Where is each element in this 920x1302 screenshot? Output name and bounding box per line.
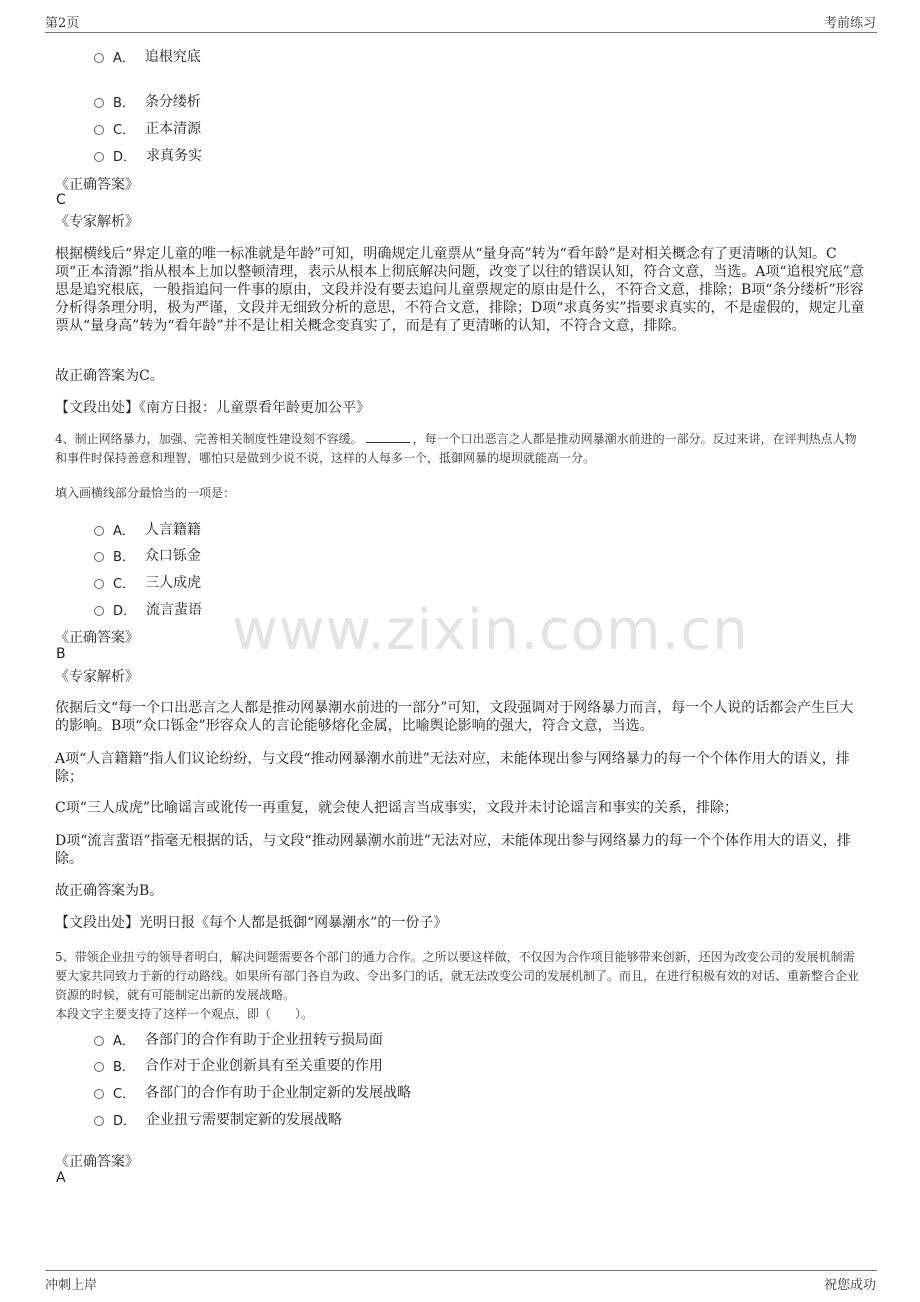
- option-text: 三人成虎: [145, 575, 202, 591]
- option-letter: A．: [113, 523, 135, 539]
- q4-analysis-1: 依据后文“每一个口出恶言之人都是推动网暴潮水前进的一部分”可知，文段强调对于网络暴力而言，每一个人说的话都会产生巨大的影响。B项“众口铄金”形容众人的言论能够熔化金属，比喻舆论影响的强大，符合文意，当选。: [55, 700, 854, 734]
- q5-stem: 5、带领企业扭亏的领导者明白，解决问题需要各个部门的通力合作。之所以要这样做，不仅因为合作项目能够带来创新，还因为改变公司的发展机制需要大家共同致力于新的行动路线。如果所有部门各自为政、令出多门的话，就无法改变公司的发展机制了。而且，在进行积极有效的对话、重新整合企业资源的时候，就有可能制定出新的发展战略。: [55, 950, 860, 1002]
- q5-answer: A: [56, 1170, 66, 1186]
- q4-option-c[interactable]: [94, 572, 201, 592]
- q4-option-b[interactable]: [94, 545, 201, 565]
- q4-stem-before: 4、制止网络暴力，加强、完善相关制度性建设刻不容缓。: [55, 432, 363, 446]
- q3-analysis-label: 《专家解析》: [55, 214, 139, 230]
- footer-right: 祝您成功: [823, 1278, 876, 1293]
- q3-option-c[interactable]: [94, 118, 201, 138]
- q4-analysis-label: 《专家解析》: [55, 669, 139, 685]
- option-text: 企业扭亏需要制定新的发展战略: [146, 1112, 343, 1128]
- option-text: 各部门的合作有助于企业扭转亏损局面: [144, 1032, 383, 1048]
- radio-icon[interactable]: [94, 526, 104, 536]
- radio-icon[interactable]: [94, 1062, 104, 1072]
- radio-icon[interactable]: [94, 1036, 104, 1046]
- q4-source: 【文段出处】光明日报《每个人都是抵御“网暴潮水”的一份子》: [55, 915, 448, 931]
- q5-answer-label: 《正确答案》: [55, 1154, 139, 1170]
- radio-icon[interactable]: [94, 552, 104, 562]
- option-letter: B．: [113, 549, 135, 565]
- q4-stem: [55, 430, 865, 468]
- radio-icon[interactable]: [94, 1089, 104, 1099]
- option-letter: D．: [113, 149, 137, 165]
- option-text: 合作对于企业创新具有至关重要的作用: [144, 1058, 383, 1074]
- q5-prompt: 本段文字主要支持了这样一个观点，即（ ）。: [55, 1007, 314, 1021]
- q3-option-b[interactable]: [94, 91, 201, 111]
- watermark: www.zixin.com.cn: [232, 598, 749, 663]
- option-text: 流言蜚语: [146, 602, 203, 618]
- q3-analysis: 根据横线后“界定儿童的唯一标准就是年龄”可知，明确规定儿童票从“量身高”转为“看年龄”是对相关概念有了更清晰的认知。C项“正本清源”指从根本上加以整顿清理，表示从根本上彻底解决问题，改变了以往的错误认知，符合文意，当选。A项“追根究底”意思是追究根底，一般指追问一件事的原由，文段并没有要去追问儿童票规定的原由是什么，不符合文意，排除；B项“条分缕析”形容分析得条理分明，极为严谨，文段并无细致分析的意思，不符合文意，排除；D项“求真务实”指要求真实的，不是虚假的，规定儿童票从“量身高”转为“看年龄”并不是让相关概念变真实了，而是有了更清晰的认知，不符合文意，排除。: [55, 246, 865, 334]
- option-letter: A．: [113, 50, 135, 66]
- option-text: 求真务实: [146, 148, 203, 164]
- option-letter: C．: [113, 122, 136, 138]
- q4-conclusion: 故正确答案为B。: [55, 883, 164, 899]
- q3-source: 【文段出处】《南方日报：儿童票看年龄更加公平》: [55, 400, 370, 416]
- option-letter: B．: [113, 1059, 135, 1075]
- q3-answer-label: 《正确答案》: [55, 177, 139, 193]
- option-letter: B．: [113, 95, 135, 111]
- q5-option-a[interactable]: [94, 1029, 383, 1049]
- q4-analysis-4: D项“流言蜚语”指毫无根据的话，与文段“推动网暴潮水前进”无法对应，未能体现出参与网络暴力的每一个个体作用大的语义，排除。: [55, 833, 851, 867]
- q5-option-b[interactable]: [94, 1055, 383, 1075]
- q4-option-a[interactable]: [94, 519, 201, 539]
- q4-stem-after: ，每一个口出恶言之人都是推动网暴潮水前进的一部分。反过来讲，在评判热点人物和事件时保持善意和理智，哪怕只是做到少说不说，这样的人每多一个，抵御网暴的堤坝就能高一分。: [55, 432, 857, 465]
- q3-option-d[interactable]: [94, 145, 202, 165]
- header-title: 考前练习: [823, 16, 876, 31]
- option-letter: C．: [113, 1086, 136, 1102]
- q4-analysis-3: C项“三人成虎”比喻谣言或讹传一再重复，就会使人把谣言当成事实，文段并未讨论谣言和事实的关系，排除；: [55, 800, 739, 816]
- radio-icon[interactable]: [94, 579, 104, 589]
- footer-divider: [45, 1270, 877, 1271]
- q4-answer: B: [56, 646, 66, 662]
- option-text: 众口铄金: [144, 548, 201, 564]
- q4-blank: [366, 430, 410, 443]
- radio-icon[interactable]: [94, 1116, 104, 1126]
- option-text: 条分缕析: [144, 94, 201, 110]
- q4-option-d[interactable]: [94, 599, 202, 619]
- q4-analysis-2: A项“人言籍籍”指人们议论纷纷，与文段“推动网暴潮水前进”无法对应，未能体现出参与网络暴力的每一个个体作用大的语义，排除；: [55, 751, 850, 785]
- option-letter: D．: [113, 1113, 137, 1129]
- q3-option-a[interactable]: [94, 46, 201, 66]
- q3-conclusion: 故正确答案为C。: [55, 368, 164, 384]
- q4-prompt: 填入画横线部分最恰当的一项是：: [55, 486, 236, 500]
- option-text: 人言籍籍: [144, 522, 201, 538]
- radio-icon[interactable]: [94, 125, 104, 135]
- q4-answer-label: 《正确答案》: [55, 630, 139, 646]
- option-text: 追根究底: [144, 49, 201, 65]
- q3-answer: C: [56, 192, 66, 208]
- q5-option-d[interactable]: [94, 1109, 342, 1129]
- option-letter: D．: [113, 603, 137, 619]
- option-letter: A．: [113, 1033, 135, 1049]
- radio-icon[interactable]: [94, 152, 104, 162]
- option-text: 正本清源: [145, 121, 202, 137]
- page-number: 第2页: [45, 16, 80, 31]
- footer-left: 冲刺上岸: [45, 1278, 98, 1293]
- option-text: 各部门的合作有助于企业制定新的发展战略: [145, 1085, 412, 1101]
- radio-icon[interactable]: [94, 53, 104, 63]
- radio-icon[interactable]: [94, 98, 104, 108]
- q5-option-c[interactable]: [94, 1082, 411, 1102]
- header-divider: [45, 32, 877, 33]
- option-letter: C．: [113, 576, 136, 592]
- radio-icon[interactable]: [94, 606, 104, 616]
